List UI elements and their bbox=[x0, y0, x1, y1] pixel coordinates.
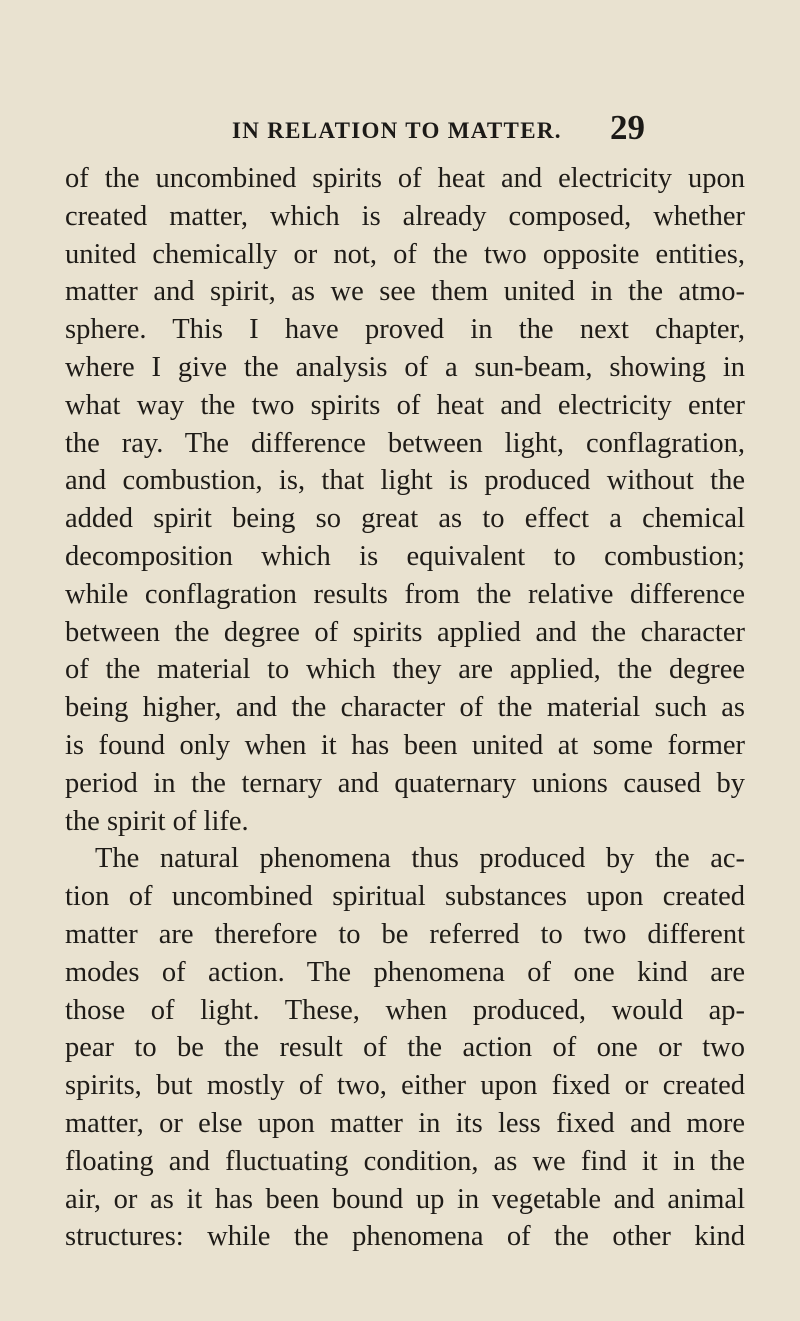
text-line: matter and spirit, as we see them united in the atmo- bbox=[65, 276, 745, 308]
text-line: where I give the analysis of a sun-beam, showing in bbox=[65, 351, 745, 383]
text-line: being higher, and the character of the material such as bbox=[65, 692, 745, 724]
running-title: IN RELATION TO MATTER. bbox=[232, 118, 562, 143]
text-line: is found only when it has been united at some former bbox=[65, 729, 745, 761]
text-line: the ray. The difference between light, conflagration, bbox=[65, 427, 745, 459]
text-line: matter are therefore to be referred to two different bbox=[65, 918, 745, 950]
text-line: between the degree of spirits applied and the character bbox=[65, 616, 745, 648]
text-line: floating and fluctuating condition, as we find it in the bbox=[65, 1145, 745, 1177]
text-line: modes of action. The phenomena of one kind are bbox=[65, 956, 745, 988]
paragraph-start-line: The natural phenomena thus produced by the ac- bbox=[95, 843, 745, 875]
text-line: matter, or else upon matter in its less fixed and more bbox=[65, 1107, 745, 1139]
text-line: sphere. This I have proved in the next chapter, bbox=[65, 314, 745, 346]
text-line: pear to be the result of the action of one or two bbox=[65, 1032, 745, 1064]
text-line: of the material to which they are applied, the degree bbox=[65, 654, 745, 686]
page-number: 29 bbox=[610, 108, 645, 147]
text-line: united chemically or not, of the two opposite entities, bbox=[65, 238, 745, 270]
text-line: and combustion, is, that light is produced without the bbox=[65, 465, 745, 497]
text-line: decomposition which is equivalent to combustion; bbox=[65, 540, 745, 572]
text-line: those of light. These, when produced, would ap- bbox=[65, 994, 745, 1026]
text-line: period in the ternary and quaternary unions caused by bbox=[65, 767, 745, 799]
text-line: created matter, which is already composed, whether bbox=[65, 200, 745, 232]
text-line: air, or as it has been bound up in vegetable and animal bbox=[65, 1183, 745, 1215]
running-head bbox=[0, 108, 800, 148]
text-line: added spirit being so great as to effect a chemical bbox=[65, 503, 745, 535]
text-line: while conflagration results from the relative difference bbox=[65, 578, 745, 610]
paragraph-end-line: the spirit of life. bbox=[65, 805, 249, 837]
text-line: of the uncombined spirits of heat and electricity upon bbox=[65, 163, 745, 194]
text-line: what way the two spirits of heat and electricity enter bbox=[65, 389, 745, 421]
text-line: spirits, but mostly of two, either upon fixed or created bbox=[65, 1070, 745, 1102]
text-line: structures: while the phenomena of the other kind bbox=[65, 1221, 745, 1253]
text-line: tion of uncombined spiritual substances upon created bbox=[65, 881, 745, 913]
body-text bbox=[65, 160, 745, 1256]
